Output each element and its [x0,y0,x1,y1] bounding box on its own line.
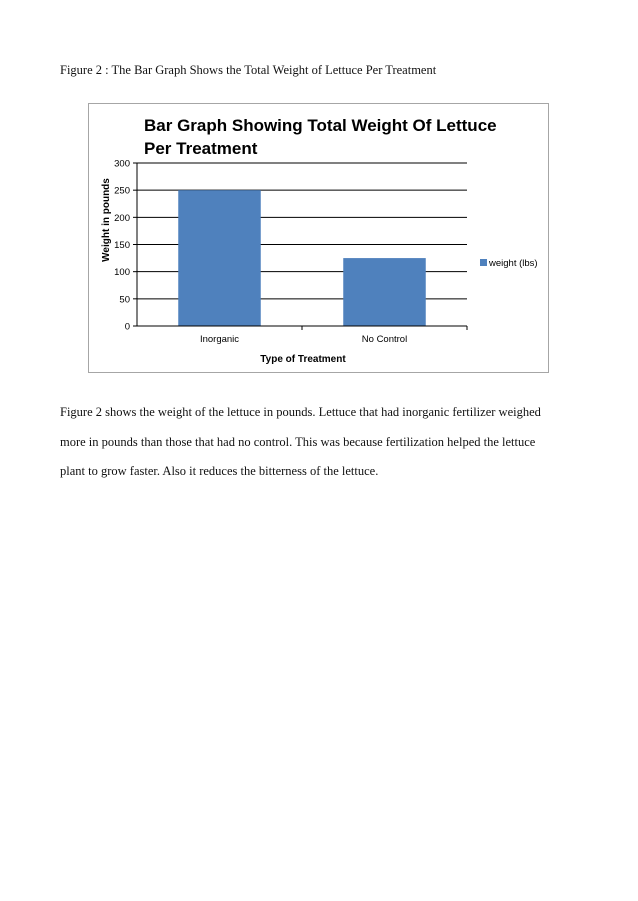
paragraph-line: plant to grow faster. Also it reduces the bitterness of the lettuce. [60,464,379,478]
y-tick-label: 150 [114,240,130,251]
body-paragraph [60,398,560,487]
x-tick-label: Inorganic [199,334,240,345]
legend [480,258,538,269]
x-tick-label: No Control [361,334,408,345]
legend-label: weight (lbs) [489,258,538,269]
y-tick-label: 100 [114,267,130,279]
chart-title-line-1: Bar Graph Showing Total Weight Of Lettuce [144,116,497,135]
bar-inorganic [178,190,261,326]
y-axis-ticks [114,159,137,333]
bars [178,190,426,326]
bar-no-control [343,258,426,326]
bar-chart [88,103,549,373]
figure-caption: Figure 2 : The Bar Graph Shows the Total Weight of Lettuce Per Treatment [60,63,437,77]
bar-chart-svg [89,104,550,374]
y-tick-label: 200 [114,212,130,224]
paragraph-line: more in pounds than those that had no control. This was because fertilization helped the lettuce [60,434,536,449]
legend-swatch [480,259,487,266]
x-axis-ticks [137,326,467,345]
y-axis-label: Weight in pounds [101,178,112,262]
x-axis-label: Type of Treatment [260,354,346,365]
paragraph-line: Figure 2 shows the weight of the lettuce in pounds. Lettuce that had inorganic fertilizer weighed [60,405,541,419]
y-tick-label: 250 [114,185,130,197]
chart-title-line-2: Per Treatment [144,139,258,158]
y-tick-label: 50 [119,294,130,306]
y-tick-label: 0 [124,321,130,333]
y-tick-label: 300 [114,158,130,170]
